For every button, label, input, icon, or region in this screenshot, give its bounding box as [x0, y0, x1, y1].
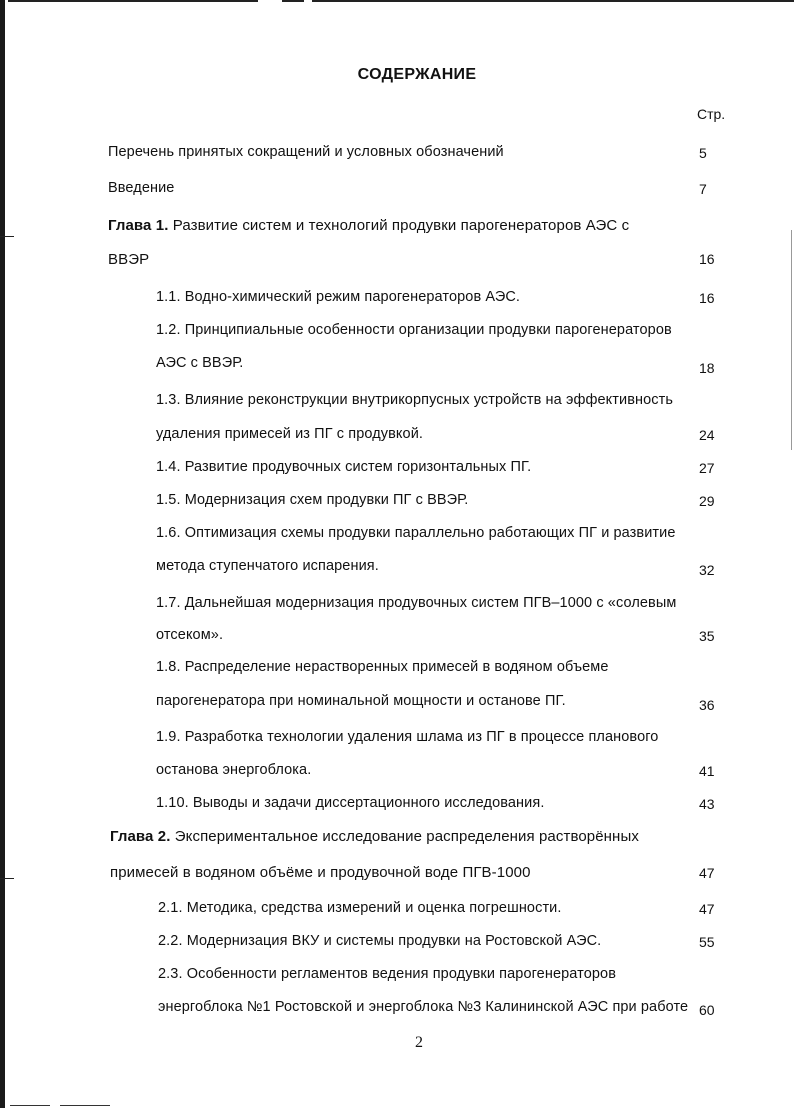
- scan-edge-top: [282, 0, 304, 2]
- toc-entry: Введение: [108, 180, 175, 196]
- toc-entry: 1.8. Распределение нерастворенных примесей в водяном объеме: [156, 659, 609, 675]
- scan-edge-right: [791, 230, 792, 450]
- toc-page-number: 18: [699, 360, 715, 376]
- page-title: СОДЕРЖАНИЕ: [357, 66, 477, 83]
- toc-entry: 1.7. Дальнейшая модернизация продувочных систем ПГВ–1000 с «солевым: [156, 595, 677, 611]
- toc-entry: 1.9. Разработка технологии удаления шлама из ПГ в процессе планового: [156, 729, 659, 745]
- toc-page-number: 60: [699, 1002, 715, 1018]
- toc-page-number: 32: [699, 562, 715, 578]
- scan-tick: [0, 878, 14, 879]
- toc-page-number: 16: [699, 251, 715, 267]
- toc-page-number: 41: [699, 763, 715, 779]
- toc-entry: 2.3. Особенности регламентов ведения продувки парогенераторов: [158, 966, 616, 982]
- page-column-label: Стр.: [697, 106, 726, 122]
- scan-tick: [0, 236, 14, 237]
- scan-edge-bottom: [60, 1105, 110, 1106]
- toc-page-number: 29: [699, 493, 715, 509]
- scan-edge-bottom: [10, 1105, 50, 1106]
- toc-entry: 1.5. Модернизация схем продувки ПГ с ВВЭР.: [156, 492, 469, 508]
- toc-page-number: 7: [699, 181, 707, 197]
- toc-entry-cont: удаления примесей из ПГ с продувкой.: [156, 426, 424, 442]
- toc-entry: 1.10. Выводы и задачи диссертационного исследования.: [156, 795, 545, 811]
- chapter-title: Развитие систем и технологий продувки парогенераторов АЭС с: [168, 217, 630, 234]
- toc-page-number: 24: [699, 427, 715, 443]
- page-number: 2: [415, 1034, 423, 1051]
- toc-entry-cont: отсеком».: [156, 627, 224, 643]
- scan-edge-top: [312, 0, 794, 2]
- toc-entry: 1.3. Влияние реконструкции внутрикорпусных устройств на эффективность: [156, 392, 674, 408]
- toc-entry: 2.2. Модернизация ВКУ и системы продувки на Ростовской АЭС.: [158, 933, 602, 949]
- scan-edge-top: [8, 0, 258, 2]
- toc-page-number: 35: [699, 628, 715, 644]
- toc-entry: 1.1. Водно-химический режим парогенераторов АЭС.: [156, 289, 521, 305]
- toc-page-number: 16: [699, 290, 715, 306]
- toc-page-number: 27: [699, 460, 715, 476]
- chapter-label: Глава 2.: [110, 828, 171, 845]
- toc-chapter-heading: [108, 217, 629, 234]
- toc-page-number: 47: [699, 901, 715, 917]
- toc-chapter-heading-cont: ВВЭР: [108, 251, 150, 268]
- toc-entry-cont: АЭС с ВВЭР.: [156, 355, 244, 371]
- toc-entry-cont: энергоблока №1 Ростовской и энергоблока №3 Калининской АЭС при работе: [158, 999, 689, 1015]
- toc-entry: 1.4. Развитие продувочных систем горизонтальных ПГ.: [156, 459, 532, 475]
- toc-entry: 1.6. Оптимизация схемы продувки параллельно работающих ПГ и развитие: [156, 525, 676, 541]
- toc-page-number: 5: [699, 145, 707, 161]
- toc-entry-cont: метода ступенчатого испарения.: [156, 558, 379, 574]
- toc-page-number: 36: [699, 697, 715, 713]
- toc-entry: 2.1. Методика, средства измерений и оценка погрешности.: [158, 900, 562, 916]
- toc-page-number: 43: [699, 796, 715, 812]
- scan-edge-left: [0, 0, 5, 1108]
- toc-entry-cont: останова энергоблока.: [156, 762, 312, 778]
- toc-page-number: 55: [699, 934, 715, 950]
- chapter-title: Экспериментальное исследование распределения растворённых: [170, 828, 639, 845]
- toc-entry: Перечень принятых сокращений и условных обозначений: [108, 144, 504, 160]
- toc-entry: 1.2. Принципиальные особенности организации продувки парогенераторов: [156, 322, 672, 338]
- toc-page-number: 47: [699, 865, 715, 881]
- toc-entry-cont: парогенератора при номинальной мощности и останове ПГ.: [156, 693, 566, 709]
- toc-chapter-heading: [110, 828, 639, 845]
- chapter-label: Глава 1.: [108, 217, 169, 234]
- toc-chapter-heading-cont: примесей в водяном объёме и продувочной воде ПГВ-1000: [110, 864, 531, 881]
